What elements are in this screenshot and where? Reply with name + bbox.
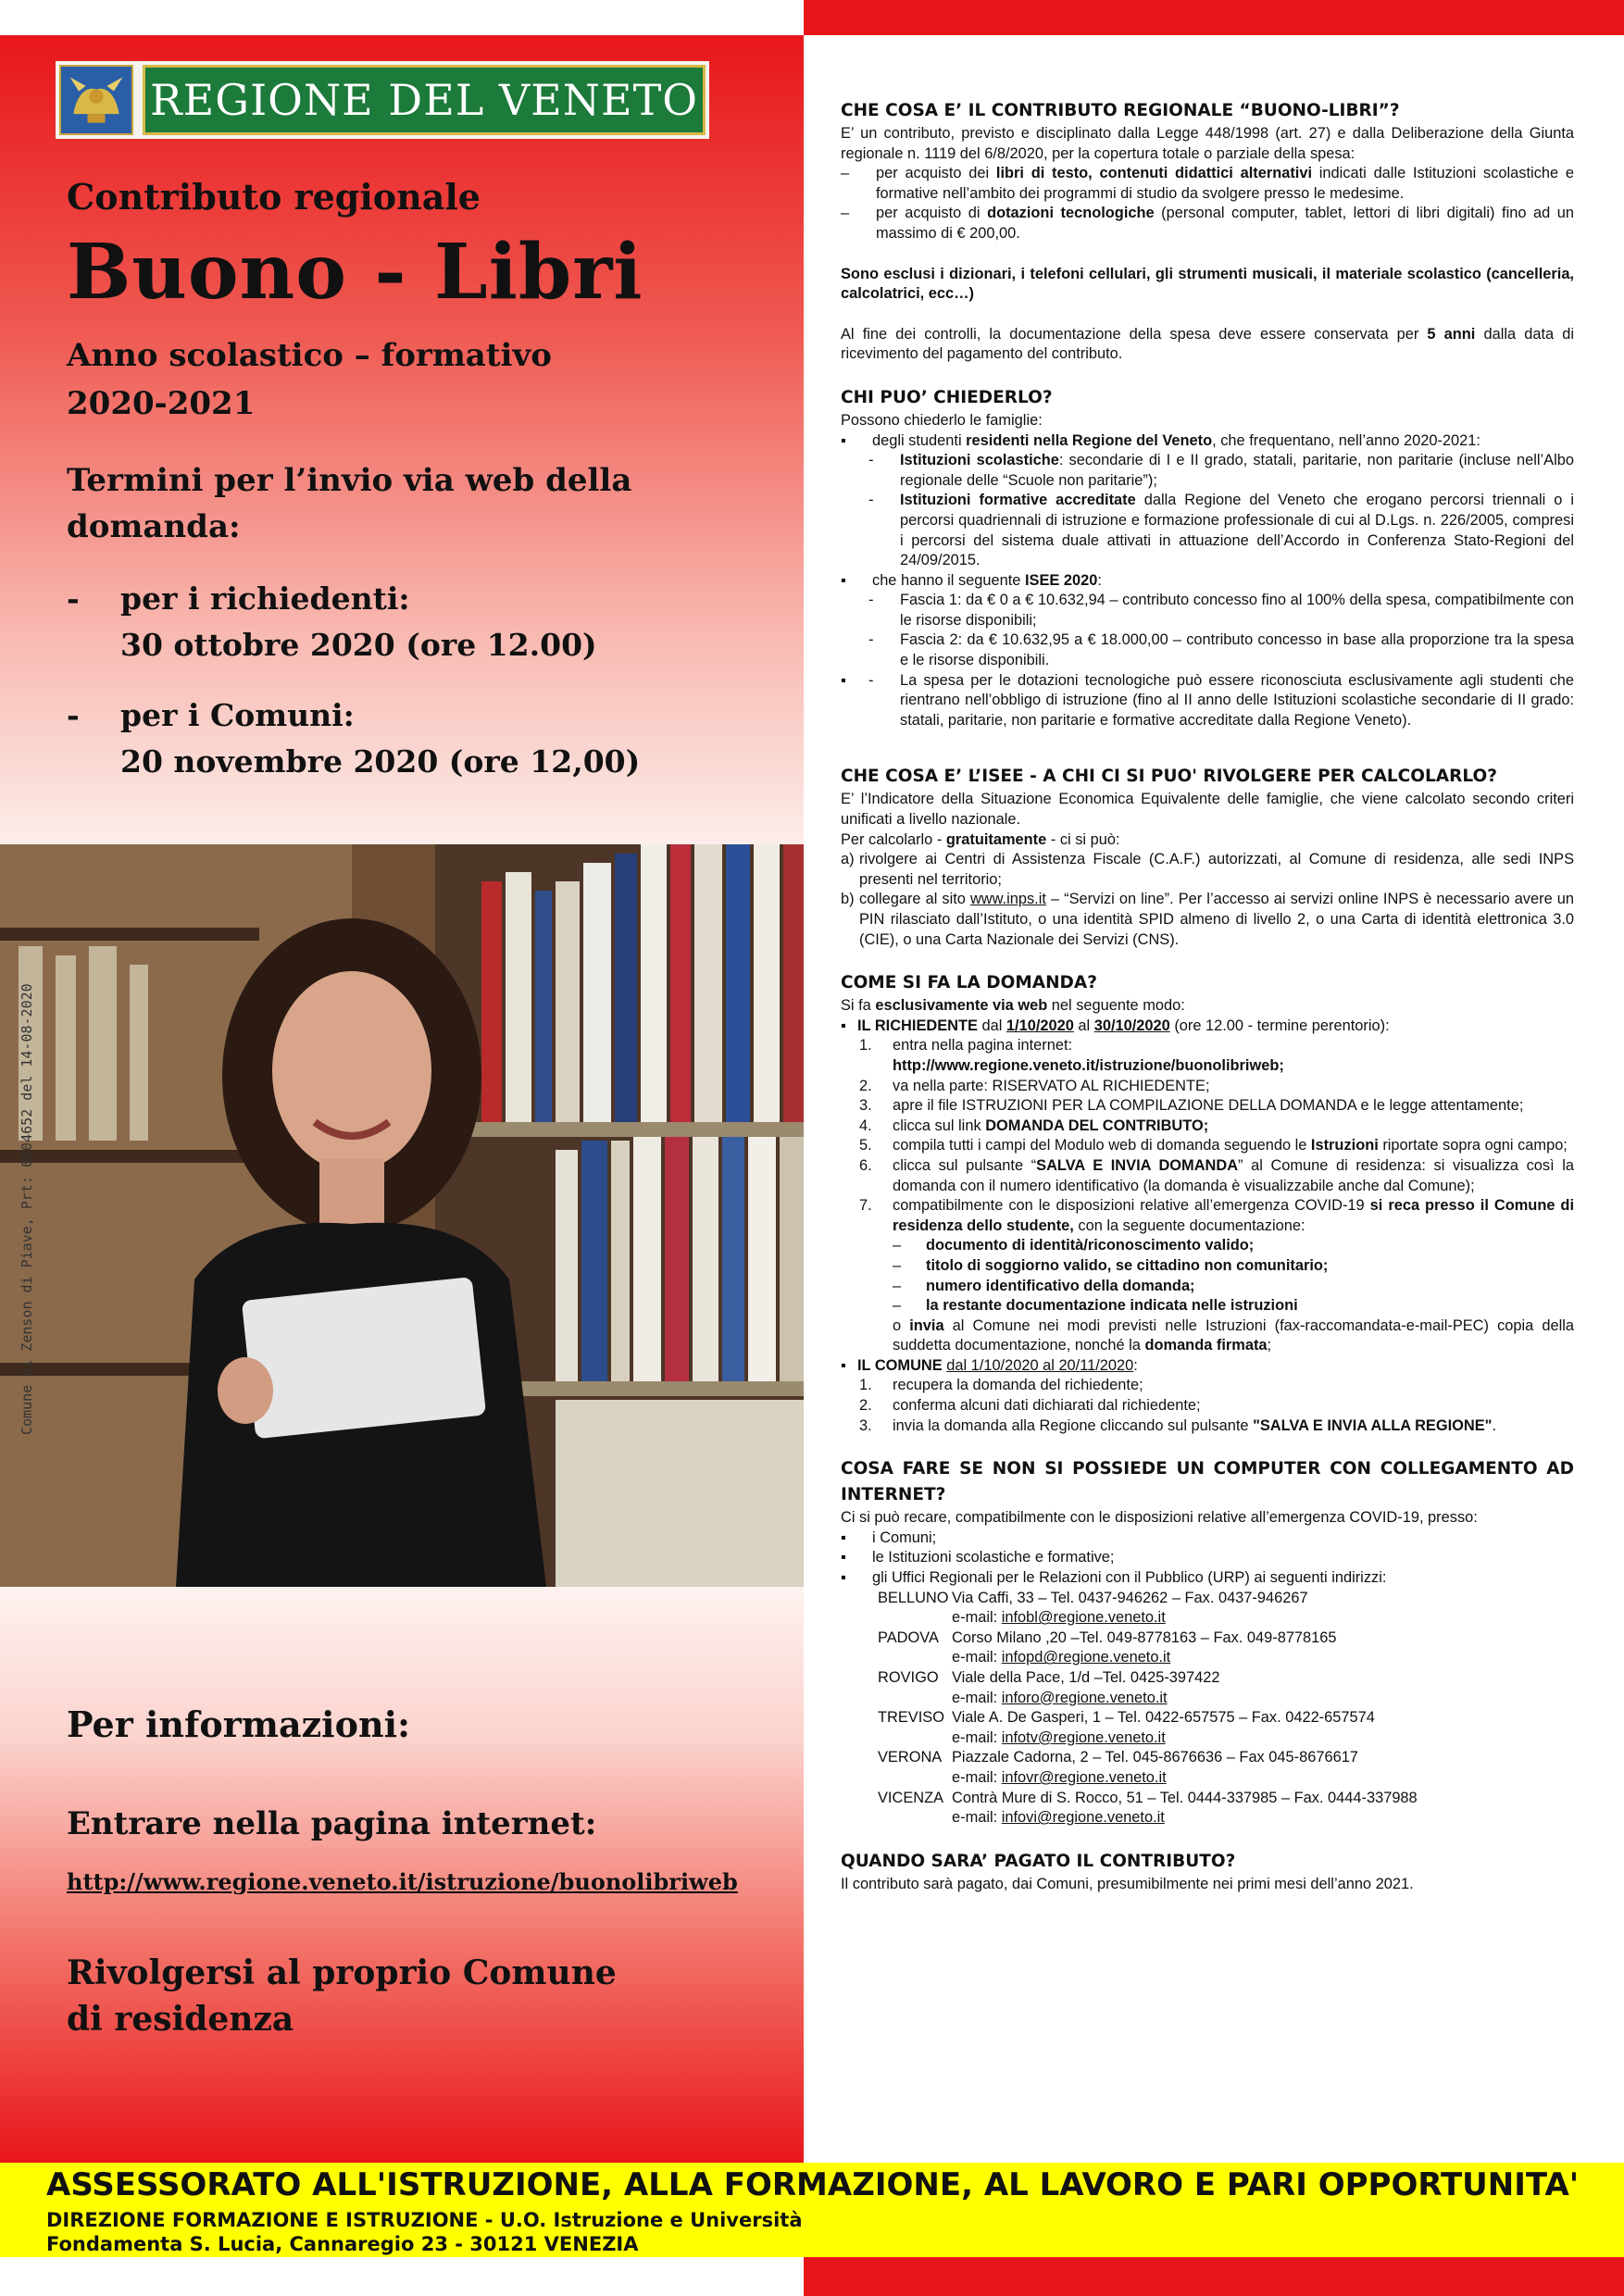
list-item — [841, 1196, 1574, 1236]
list-number: 6. — [859, 1156, 872, 1174]
text: riportate sopra ogni campo; — [1378, 1137, 1568, 1154]
text-bold: esclusivamente via web — [875, 997, 1048, 1015]
student-photo — [0, 844, 804, 1587]
text-bold: SALVA E INVIA DOMANDA — [1036, 1156, 1239, 1174]
list-item — [841, 630, 1574, 670]
office-row — [841, 1628, 1574, 1668]
office-row — [841, 1668, 1574, 1708]
text: che hanno il seguente — [872, 571, 1025, 589]
office-row — [841, 1589, 1574, 1628]
office-details — [952, 1628, 1574, 1668]
text: dal 1/10/2020 al 20/11/2020 — [946, 1356, 1134, 1374]
text: entra nella pagina internet: — [893, 1037, 1073, 1054]
list-number: 2. — [859, 1077, 872, 1094]
office-row — [841, 1748, 1574, 1788]
school-year-line-2: 2020-2021 — [67, 385, 256, 422]
text-bold: documento di identità/riconoscimento valido; — [926, 1237, 1255, 1254]
section-isee-title: CHE COSA E’ L’ISEE - A CHI CI SI PUO' RIVOLGERE PER CALCOLARLO? — [841, 767, 1497, 787]
square-bullet: ▪ — [841, 1356, 846, 1374]
text: : — [1097, 571, 1102, 589]
text-bold: Sono esclusi i dizionari, i telefoni cellulari, gli strumenti musicali, il materiale scolastico (cancelleria, calcolatrici, ecc…) — [841, 265, 1574, 303]
text: invia la domanda alla Regione cliccando sul pulsante — [893, 1416, 1254, 1434]
list-letter: b) — [841, 891, 855, 908]
text-bold: domanda firmata — [1144, 1337, 1268, 1354]
list-item — [841, 1277, 1574, 1297]
list-number: 4. — [859, 1117, 872, 1134]
office-email-link[interactable]: infotv@regione.veneto.it — [1001, 1728, 1166, 1746]
section-how-intro — [841, 996, 1574, 1017]
text: Si fa — [841, 997, 876, 1015]
list-item — [841, 671, 1574, 731]
list-item — [841, 204, 1574, 243]
text-bold: 1/10/2020 — [1006, 1017, 1074, 1034]
text-bold: la restante documentazione indicata nelle istruzioni — [926, 1297, 1298, 1315]
deadline-municipalities-date: 20 novembre 2020 (ore 12,00) — [120, 743, 641, 780]
office-details — [952, 1708, 1574, 1748]
text: gli Uffici Regionali per le Relazioni con il Pubblico (URP) ai seguenti indirizzi: — [872, 1569, 1387, 1587]
main-title: Buono - Libri — [67, 228, 643, 317]
office-city: ROVIGO — [878, 1669, 939, 1686]
text: i Comuni; — [872, 1529, 937, 1546]
text: Fascia 2: da € 10.632,95 a € 18.000,00 – contributo concesso in base alla proporzione tra la spesa e le risorse disponibili. — [900, 631, 1574, 669]
text: per acquisto di — [876, 205, 988, 222]
section-who-intro: Possono chiederlo le famiglie: — [841, 411, 1043, 429]
info-url-link[interactable]: http://www.regione.veneto.it/istruzione/buonolibriweb — [67, 1868, 738, 1895]
text: con la seguente documentazione: — [1073, 1217, 1305, 1234]
deadline-applicants-date: 30 ottobre 2020 (ore 12.00) — [120, 627, 597, 663]
list-number: 7. — [859, 1197, 872, 1215]
deadline-dash: - — [67, 580, 80, 617]
text: nel seguente modo: — [1047, 997, 1185, 1015]
text: – “Servizi on line”. Per l’accesso ai servizi online INPS è necessario avere un PIN rilasciato dall’Istituto, o una identità SPID almeno di livello 2, o una Carta di identità elettronica 3.0 (CIE), o una Carta Nazionale dei Servizi (CNS). — [859, 891, 1574, 948]
list-item — [841, 1096, 1574, 1117]
office-address: Viale A. De Gasperi, 1 – Tel. 0422-657575 – Fax. 0422-657574 — [952, 1709, 1375, 1727]
list-letter: a) — [841, 851, 855, 868]
text: va nella parte: RISERVATO AL RICHIEDENTE; — [893, 1077, 1210, 1094]
office-row — [841, 1789, 1574, 1828]
office-details — [952, 1589, 1574, 1628]
controls-note — [841, 325, 1574, 365]
text: clicca sul pulsante “ — [893, 1156, 1037, 1174]
list-item — [841, 591, 1574, 630]
text: compatibilmente con le disposizioni relative all’emergenza COVID-19 — [893, 1197, 1370, 1215]
text-bold: numero identificativo della domanda; — [926, 1277, 1195, 1294]
list-item — [841, 1376, 1574, 1396]
logo-text: REGIONE DEL VENETO — [143, 65, 706, 135]
section-payment-title: QUANDO SARA’ PAGATO IL CONTRIBUTO? — [841, 1851, 1236, 1871]
email-label: e-mail: — [952, 1768, 1002, 1786]
email-label: e-mail: — [952, 1809, 1002, 1827]
list-item — [841, 164, 1574, 204]
text-bold: si reca presso il Comune di residenza dello studente, — [893, 1197, 1574, 1234]
text: : secondarie di I e II grado, statali, paritarie, non paritarie (incluse nell’Albo regionale delle “Scuole non paritarie”); — [900, 452, 1574, 489]
text: le Istituzioni scolastiche e formative; — [872, 1549, 1115, 1566]
office-city: TREVISO — [878, 1709, 944, 1727]
office-address: Corso Milano ,20 –Tel. 049-8778163 – Fax. 049-8778165 — [952, 1628, 1337, 1646]
square-bullet: ▪ — [841, 431, 846, 449]
top-red-strip — [804, 0, 1624, 35]
list-item — [841, 1568, 1574, 1589]
office-email-link[interactable]: infopd@regione.veneto.it — [1001, 1649, 1171, 1666]
text: Al fine dei controlli, la documentazione della spesa deve essere conservata per — [841, 325, 1428, 343]
subtitle: Contributo regionale — [67, 176, 481, 218]
list-dash: - — [868, 671, 874, 689]
text-bold: titolo di soggiorno valido, se cittadino non comunitario; — [926, 1256, 1329, 1274]
section-how-title: COME SI FA LA DOMANDA? — [841, 973, 1097, 993]
office-email-link[interactable]: infovi@regione.veneto.it — [1001, 1809, 1165, 1827]
deadline-applicants-label: per i richiedenti: — [120, 580, 410, 617]
list-number: 5. — [859, 1137, 872, 1154]
email-label: e-mail: — [952, 1728, 1002, 1746]
text: o — [893, 1316, 910, 1334]
text-bold: Istruzioni — [1310, 1137, 1379, 1154]
list-dash: – — [841, 205, 850, 222]
list-number: 3. — [859, 1416, 872, 1434]
text-bold: ISEE 2020 — [1024, 571, 1098, 589]
text: collegare al sito — [859, 891, 970, 908]
square-bullet: ▪ — [841, 571, 846, 589]
section-what-intro: E’ un contributo, previsto e disciplinato dalla Legge 448/1998 (art. 27) e dalla Deliberazione della Giunta regionale n. 1119 del 6/8/2020, per la copertura totale o parziale della spesa: — [841, 125, 1574, 162]
list-item — [841, 1256, 1574, 1277]
list-dash: - — [868, 592, 874, 609]
text: (personal computer, tablet, lettori di libri digitali) fino ad un massimo di € 200,00. — [876, 205, 1574, 242]
text-bold: IL COMUNE — [857, 1356, 943, 1374]
list-dash: - — [868, 631, 874, 649]
text: . — [1492, 1416, 1497, 1434]
list-item — [841, 1117, 1574, 1137]
list-dash: – — [893, 1237, 902, 1254]
section-what-title: CHE COSA E’ IL CONTRIBUTO REGIONALE “BUONO-LIBRI”? — [841, 101, 1400, 120]
section-who-title: CHI PUO’ CHIEDERLO? — [841, 387, 1053, 407]
deadlines-heading — [67, 457, 631, 550]
text: al — [1073, 1017, 1094, 1034]
text-bold: gratuitamente — [945, 830, 1047, 848]
office-email-link[interactable]: infobl@regione.veneto.it — [1001, 1609, 1166, 1627]
text: dalla data di ricevimento del pagamento del contributo. — [841, 325, 1575, 363]
text: per acquisto dei — [876, 165, 996, 182]
list-item — [841, 491, 1574, 570]
square-bullet: ▪ — [841, 1569, 846, 1587]
list-item — [841, 1416, 1574, 1437]
list-number: 1. — [859, 1377, 872, 1394]
list-item — [841, 1077, 1574, 1097]
info-municipality-line-2: di residenza — [67, 2000, 294, 2039]
footer-address: Fondamenta S. Lucia, Cannaregio 23 - 30121 VENEZIA — [46, 2233, 639, 2255]
text: dalla Regione del Veneto che erogano percorsi triennali o i percorsi quadriennali di istruzione e formazione professionale di cui al D.Lgs. n. 226/2005, compresi i percorsi del sistema duale attivati in attuazione dell’Accordo in Conferenza Stato-Regioni del 24/09/2015. — [900, 492, 1574, 569]
text: indicati dalle Istituzioni scolastiche e formative nell’ambito dei programmi di studio da svolgere presso le medesime. — [876, 165, 1574, 202]
bottom-red-strip — [804, 2257, 1624, 2296]
text: - ci si può: — [1046, 830, 1120, 848]
email-label: e-mail: — [952, 1649, 1002, 1666]
text: apre il file ISTRUZIONI PER LA COMPILAZIONE DELLA DOMANDA e le legge attentamente; — [893, 1097, 1524, 1115]
text-bold: 30/10/2020 — [1093, 1017, 1170, 1034]
section-no-computer-title: COSA FARE SE NON SI POSSIEDE UN COMPUTER CON COLLEGAMENTO AD INTERNET? — [841, 1459, 1574, 1505]
office-address: Viale della Pace, 1/d –Tel. 0425-397422 — [952, 1669, 1220, 1686]
list-dash: – — [841, 165, 850, 182]
text-bold: libri di testo, contenuti didattici alternativi — [995, 165, 1313, 182]
list-number: 3. — [859, 1097, 872, 1115]
text: dal — [977, 1017, 1006, 1034]
list-item — [841, 1017, 1574, 1037]
list-item — [841, 890, 1574, 950]
text-bold: DOMANDA DEL CONTRIBUTO; — [985, 1117, 1209, 1134]
text: conferma alcuni dati dichiarati dal richiedente; — [893, 1397, 1201, 1415]
list-dash: – — [893, 1277, 902, 1294]
list-item — [841, 850, 1574, 890]
url-bold: http://www.regione.veneto.it/istruzione/buonolibriweb; — [893, 1056, 1284, 1074]
office-email-link[interactable]: infovr@regione.veneto.it — [1001, 1768, 1167, 1786]
text: , che frequentano, nell’anno 2020-2021: — [1212, 431, 1480, 449]
text: ; — [1267, 1337, 1272, 1354]
text: ” al Comune di residenza: si visualizza così la domanda con il numero identificativo (la domanda è visualizzabile anche dal Comune); — [893, 1156, 1575, 1194]
text-bold: invia — [909, 1316, 944, 1334]
list-item — [841, 1529, 1574, 1549]
text: Per calcolarlo - — [841, 830, 946, 848]
info-municipality-line-1: Rivolgersi al proprio Comune — [67, 1953, 617, 1992]
text: (ore 12.00 - termine perentorio): — [1169, 1017, 1390, 1034]
info-web-heading: Entrare nella pagina internet: — [67, 1805, 597, 1842]
text: Fascia 1: da € 0 a € 10.632,94 – contributo concesso fino al 100% della spesa, compatibilmente con le risorse disponibili; — [900, 592, 1574, 629]
email-label: e-mail: — [952, 1609, 1002, 1627]
list-item — [841, 1548, 1574, 1568]
text-bold: dotazioni tecnologiche — [987, 205, 1155, 222]
text: clicca sul link — [893, 1117, 986, 1134]
footer-banner — [0, 2163, 1624, 2257]
section-isee-p2 — [841, 830, 1574, 851]
list-item — [841, 1156, 1574, 1196]
text-bold: Istituzioni scolastiche — [900, 452, 1059, 469]
list-dash: - — [868, 492, 874, 509]
list-item — [841, 1036, 1574, 1076]
office-row — [841, 1708, 1574, 1748]
school-year — [67, 331, 552, 428]
text: : — [1133, 1356, 1138, 1374]
text: La spesa per le dotazioni tecnologiche può essere riconosciuta esclusivamente agli studenti che rientrano nell’obbligo di istruzione (fino al II anno delle Istituzioni scolastiche secondarie di II grado: statali, paritarie, non paritarie e formative accreditate dalla Regione Veneto). — [900, 671, 1574, 729]
office-address: Piazzale Cadorna, 2 – Tel. 045-8676636 – Fax 045-8676617 — [952, 1749, 1358, 1766]
list-item — [841, 1356, 1574, 1377]
list-item — [841, 431, 1574, 452]
list-item — [841, 1236, 1574, 1256]
office-details — [952, 1668, 1574, 1708]
square-bullet: ▪ — [841, 1549, 846, 1566]
office-email-link[interactable]: inforo@regione.veneto.it — [1001, 1689, 1168, 1706]
info-heading: Per informazioni: — [67, 1703, 411, 1745]
text: degli studenti — [872, 431, 967, 449]
text-bold: Istituzioni formative accreditate — [900, 492, 1136, 509]
text: recupera la domanda del richiedente; — [893, 1377, 1143, 1394]
text: al Comune nei modi previsti nelle Istruzioni (fax-raccomandata-e-mail-PEC) copia della suddetta documentazione, nonché la — [893, 1316, 1574, 1354]
deadline-dash: - — [67, 697, 80, 733]
office-city: PADOVA — [878, 1628, 939, 1646]
office-city: BELLUNO — [878, 1589, 949, 1606]
list-dash: – — [893, 1297, 902, 1315]
text-bold: 5 anni — [1427, 325, 1476, 343]
section-payment-text: Il contributo sarà pagato, dai Comuni, presumibilmente nei primi mesi dell’anno 2021. — [841, 1875, 1414, 1892]
right-column — [841, 98, 1574, 1894]
list-number: 1. — [859, 1037, 872, 1054]
office-details — [952, 1789, 1574, 1828]
section-no-computer-intro: Ci si può recare, compatibilmente con le disposizioni relative all’emergenza COVID-19, presso: — [841, 1509, 1478, 1527]
deadline-municipalities-label: per i Comuni: — [120, 697, 355, 733]
footer-directorate: DIREZIONE FORMAZIONE E ISTRUZIONE - U.O. Istruzione e Università — [46, 2209, 803, 2231]
list-item — [841, 451, 1574, 491]
square-bullet: ▪ — [841, 1529, 846, 1546]
list-item — [841, 1296, 1574, 1316]
office-details — [952, 1748, 1574, 1788]
protocol-stamp: Comune di Zenson di Piave, Prt: 0004652 del 14-08-2020 — [19, 983, 35, 1435]
list-item — [841, 571, 1574, 592]
email-label: e-mail: — [952, 1689, 1002, 1706]
text: compila tutti i campi del Modulo web di domanda seguendo le — [893, 1137, 1311, 1154]
offices-list — [841, 1589, 1574, 1828]
square-bullet: ▪ — [841, 1017, 846, 1034]
list-number: 2. — [859, 1397, 872, 1415]
footer-department: ASSESSORATO ALL'ISTRUZIONE, ALLA FORMAZIONE, AL LAVORO E PARI OPPORTUNITA' — [46, 2166, 1580, 2203]
exclusions-note — [841, 265, 1574, 305]
office-address: Contrà Mure di S. Rocco, 51 – Tel. 0444-337985 – Fax. 0444-337988 — [952, 1789, 1418, 1806]
info-municipality — [67, 1950, 617, 2042]
regione-veneto-logo — [56, 61, 709, 139]
office-city: VICENZA — [878, 1789, 944, 1806]
section-isee-p1: E’ l’Indicatore della Situazione Economica Equivalente delle famiglie, che viene calcolato secondo criteri unificati a livello nazionale. — [841, 791, 1574, 829]
text: rivolgere ai Centri di Assistenza Fiscale (C.A.F.) autorizzati, al Comune di residenza, alle sedi INPS presenti nel territorio; — [859, 851, 1574, 888]
list-item — [841, 1316, 1574, 1356]
list-dash: – — [893, 1256, 902, 1274]
text-bold: IL RICHIEDENTE — [857, 1017, 978, 1034]
office-city: VERONA — [878, 1749, 943, 1766]
text-bold: "SALVA E INVIA ALLA REGIONE" — [1253, 1416, 1493, 1434]
list-item — [841, 1136, 1574, 1156]
school-year-line-1: Anno scolastico – formativo — [67, 337, 552, 374]
deadlines-heading-line-1: Termini per l’invio via web della — [67, 462, 632, 499]
square-bullet: ▪ — [841, 671, 846, 689]
inps-link[interactable]: www.inps.it — [969, 891, 1046, 908]
text-bold: residenti nella Regione del Veneto — [966, 431, 1213, 449]
list-item — [841, 1396, 1574, 1416]
office-address: Via Caffi, 33 – Tel. 0437-946262 – Fax. 0437-946267 — [952, 1589, 1308, 1606]
deadlines-heading-line-2: domanda: — [67, 508, 241, 545]
list-dash: - — [868, 452, 874, 469]
winged-lion-icon — [59, 65, 133, 135]
